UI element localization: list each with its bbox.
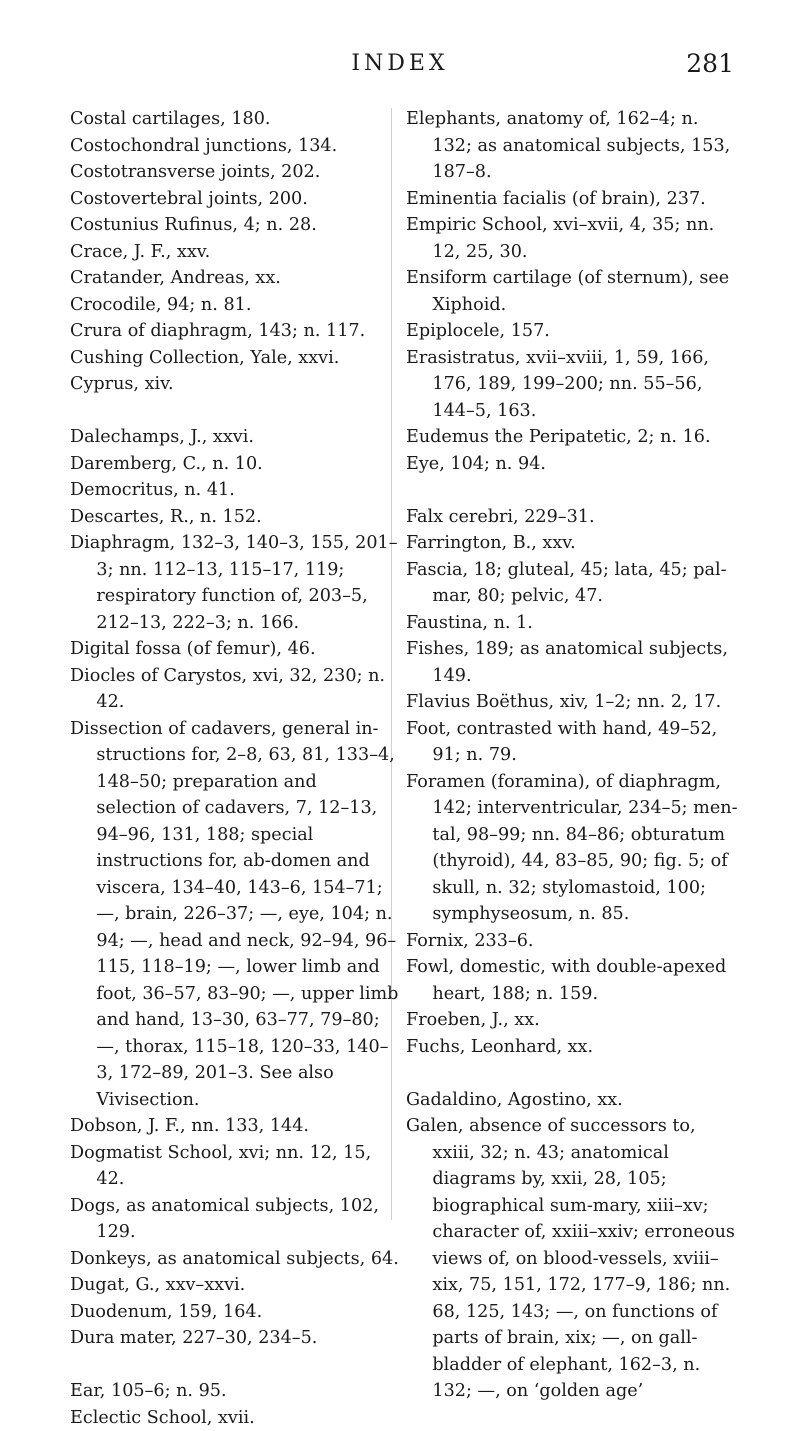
index-entry: Crocodile, 94; n. 81. [70,292,402,319]
letter-group-gap [70,398,402,425]
letter-group-gap [406,477,740,504]
index-entry: Farrington, B., xxv. [406,530,740,557]
index-entry: Donkeys, as anatomical subjects, 64. [70,1246,402,1273]
index-column-left [70,106,402,1431]
index-entry: Eclectic School, xvii. [70,1405,402,1431]
index-entry: Epiplocele, 157. [406,318,740,345]
letter-group-gap [406,1060,740,1087]
index-entry: Diocles of Carystos, xvi, 32, 230; n. 42. [70,663,402,716]
index-entry: Empiric School, xvi–xvii, 4, 35; nn. 12, 25, 30. [406,212,740,265]
index-entry: Erasistratus, xvii–xviii, 1, 59, 166, 176, 189, 199–200; nn. 55–56, 144–5, 163. [406,345,740,425]
index-entry: Dalechamps, J., xxvi. [70,424,402,451]
index-entry: Cratander, Andreas, xx. [70,265,402,292]
index-entry: Eminentia facialis (of brain), 237. [406,186,740,213]
index-entry: Flavius Boëthus, xiv, 1–2; nn. 2, 17. [406,689,740,716]
index-entry: Descartes, R., n. 152. [70,504,402,531]
page-title: INDEX [0,44,800,84]
index-entry: Costal cartilages, 180. [70,106,402,133]
index-entry: Costochondral junctions, 134. [70,133,402,160]
index-column-right [406,106,740,1405]
index-entry: Foramen (foramina), of diaphragm, 142; interventricular, 234–5; men-tal, 98–99; nn. 84–86; obturatum (thyroid), 44, 83–85, 90; fig. 5; of skull, n. 32; stylomastoid, 100; symphyseosum, n. 85. [406,769,740,928]
index-entry: Fishes, 189; as anatomical subjects, 149. [406,636,740,689]
index-entry: Eudemus the Peripatetic, 2; n. 16. [406,424,740,451]
index-entry: Galen, absence of successors to, xxiii, 32; n. 43; anatomical diagrams by, xxii, 28, 105; biographical sum-mary, xiii–xv; character of, xxiii–xxiv; erroneous views of, on blood-vessels, xviii–xix, 75, 151, 172, 177–9, 186; nn. 68, 125, 143; —, on functions of parts of brain, xix; —, on gall-bladder of elephant, 162–3, n. 132; —, on ‘golden age’ [406,1113,740,1405]
index-entry: Ear, 105–6; n. 95. [70,1378,402,1405]
index-entry: Dissection of cadavers, general in-structions for, 2–8, 63, 81, 133–4, 148–50; preparation and selection of cadavers, 7, 12–13, 94–96, 131, 188; special instructions for, ab-domen and viscera, 134–40, 143–6, 154–71; —, brain, 226–37; —, eye, 104; n. 94; —, head and neck, 92–94, 96–115, 118–19; —, lower limb and foot, 36–57, 83–90; —, upper limb and hand, 13–30, 63–77, 79–80; —, thorax, 115–18, 120–33, 140–3, 172–89, 201–3. See also Vivisection. [70,716,402,1114]
index-entry: Diaphragm, 132–3, 140–3, 155, 201–3; nn. 112–13, 115–17, 119; respiratory function of, 203–5, 212–13, 222–3; n. 166. [70,530,402,636]
index-entry: Eye, 104; n. 94. [406,451,740,478]
index-entry: Costotransverse joints, 202. [70,159,402,186]
index-entry: Fornix, 233–6. [406,928,740,955]
index-entry: Costovertebral joints, 200. [70,186,402,213]
index-entry: Falx cerebri, 229–31. [406,504,740,531]
index-entry: Daremberg, C., n. 10. [70,451,402,478]
index-entry: Froeben, J., xx. [406,1007,740,1034]
index-entry: Dobson, J. F., nn. 133, 144. [70,1113,402,1140]
index-entry: Elephants, anatomy of, 162–4; n. 132; as anatomical subjects, 153, 187–8. [406,106,740,186]
index-entry: Foot, contrasted with hand, 49–52, 91; n. 79. [406,716,740,769]
index-entry: Fowl, domestic, with double-apexed heart, 188; n. 159. [406,954,740,1007]
index-entry: Duodenum, 159, 164. [70,1299,402,1326]
index-entry: Crace, J. F., xxv. [70,239,402,266]
index-entry: Cyprus, xiv. [70,371,402,398]
index-entry: Crura of diaphragm, 143; n. 117. [70,318,402,345]
index-entry: Dogs, as anatomical subjects, 102, 129. [70,1193,402,1246]
index-entry: Fuchs, Leonhard, xx. [406,1034,740,1061]
index-entry: Costunius Rufinus, 4; n. 28. [70,212,402,239]
index-entry: Gadaldino, Agostino, xx. [406,1087,740,1114]
index-entry: Dura mater, 227–30, 234–5. [70,1325,402,1352]
page-number: 281 [686,44,734,84]
index-entry: Faustina, n. 1. [406,610,740,637]
running-head [0,44,800,84]
index-entry: Democritus, n. 41. [70,477,402,504]
index-entry: Ensiform cartilage (of sternum), see Xiphoid. [406,265,740,318]
index-entry: Dugat, G., xxv–xxvi. [70,1272,402,1299]
letter-group-gap [70,1352,402,1379]
index-entry: Fascia, 18; gluteal, 45; lata, 45; pal-mar, 80; pelvic, 47. [406,557,740,610]
index-entry: Digital fossa (of femur), 46. [70,636,402,663]
index-entry: Dogmatist School, xvi; nn. 12, 15, 42. [70,1140,402,1193]
index-entry: Cushing Collection, Yale, xxvi. [70,345,402,372]
